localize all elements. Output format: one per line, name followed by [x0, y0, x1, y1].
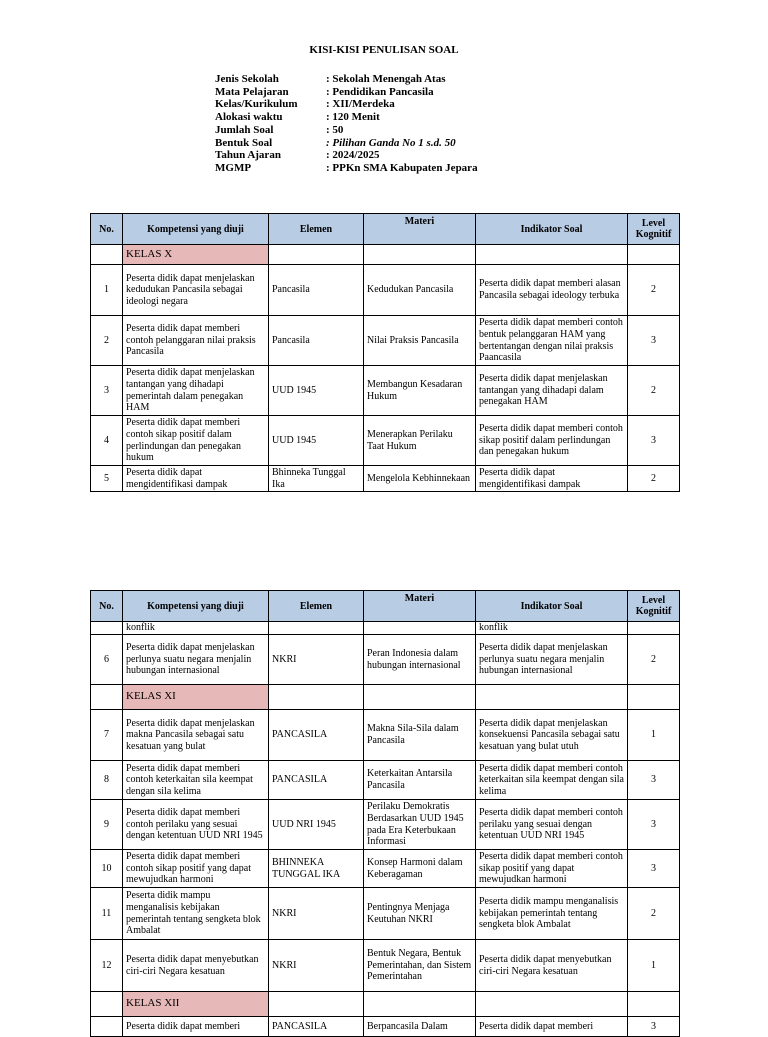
meta-value: : Pilihan Ganda No 1 s.d. 50	[326, 136, 456, 149]
cell-level: 3	[628, 1017, 680, 1037]
cell-no: 12	[91, 940, 123, 992]
cell-level: 3	[628, 416, 680, 466]
cell-kompetensi: Peserta didik mampu menganalisis kebijakan pemerintah tentang sengketa blok Ambalat	[123, 888, 269, 940]
section-row	[91, 685, 680, 710]
cell-level: 2	[628, 366, 680, 416]
cell-elemen: NKRI	[269, 635, 364, 685]
table-row	[91, 850, 680, 888]
cell-kompetensi: Peserta didik dapat menyebutkan ciri-ciri Negara kesatuan	[123, 940, 269, 992]
cell-kompetensi: Peserta didik dapat memberi contoh perilaku yang sesuai dengan ketentuan UUD NRI 1945	[123, 800, 269, 850]
meta-row	[215, 73, 478, 86]
empty-cell	[364, 992, 476, 1017]
header-elemen: Elemen	[269, 214, 364, 245]
table-row	[91, 888, 680, 940]
empty-cell	[364, 622, 476, 635]
cell-materi: Konsep Harmoni dalam Keberagaman	[364, 850, 476, 888]
meta-label: Jumlah Soal	[215, 123, 274, 136]
section-label-kelas-x: KELAS X	[123, 245, 269, 265]
cell-kompetensi: Peserta didik dapat memberi contoh sikap positif dalam perlindungan dan penegakan hukum	[123, 416, 269, 466]
cell-indikator: Peserta didik dapat memberi contoh bentuk pelanggaran HAM yang bertentangan dengan nilai praksis Paancasila	[476, 316, 628, 366]
empty-cell	[91, 992, 123, 1017]
cell-level: 3	[628, 850, 680, 888]
cell-materi: Pentingnya Menjaga Keutuhan NKRI	[364, 888, 476, 940]
empty-cell	[91, 1017, 123, 1037]
cell-no: 5	[91, 466, 123, 492]
cell-level: 3	[628, 316, 680, 366]
empty-cell	[364, 245, 476, 265]
section-label-kelas-xii: KELAS XII	[123, 992, 269, 1017]
header-no: No.	[91, 214, 123, 245]
header-materi: Materi	[364, 214, 476, 245]
table-row	[91, 316, 680, 366]
cell-level: 2	[628, 265, 680, 316]
header-indikator: Indikator Soal	[476, 214, 628, 245]
cell-no: 1	[91, 265, 123, 316]
cell-no: 2	[91, 316, 123, 366]
cell-no: 4	[91, 416, 123, 466]
empty-cell	[91, 685, 123, 710]
cell-no: 6	[91, 635, 123, 685]
cell-no: 11	[91, 888, 123, 940]
meta-value: : Pendidikan Pancasila	[326, 85, 434, 98]
section-label-kelas-xi: KELAS XI	[123, 685, 269, 710]
meta-label: MGMP	[215, 161, 252, 174]
cell-no: 3	[91, 366, 123, 416]
meta-row	[215, 149, 478, 162]
meta-row	[215, 86, 478, 99]
empty-cell	[476, 992, 628, 1017]
cell-kompetensi: Peserta didik dapat menjelaskan tantangan yang dihadapi pemerintah dalam penegakan HAM	[123, 366, 269, 416]
cell-elemen: NKRI	[269, 940, 364, 992]
cell-kompetensi: Peserta didik dapat memberi	[123, 1017, 269, 1037]
meta-value: : 120 Menit	[326, 111, 380, 124]
meta-row	[215, 124, 478, 137]
cell-level: 2	[628, 635, 680, 685]
table-header-row	[91, 591, 680, 622]
cell-kompetensi: Peserta didik dapat mengidentifikasi dampak	[123, 466, 269, 492]
kisi-table-page1	[90, 213, 680, 492]
empty-cell	[628, 622, 680, 635]
meta-value: : XII/Merdeka	[326, 98, 395, 111]
cell-indikator: Peserta didik mampu menganalisis kebijakan pemerintah tentang sengketa blok Ambalat	[476, 888, 628, 940]
cell-elemen: PANCASILA	[269, 710, 364, 761]
cell-elemen: Bhinneka Tunggal Ika	[269, 466, 364, 492]
table-row	[91, 635, 680, 685]
empty-cell	[628, 685, 680, 710]
cell-no: 7	[91, 710, 123, 761]
kisi-table-page2	[90, 590, 680, 1037]
cell-kompetensi: Peserta didik dapat menjelaskan kedudukan Pancasila sebagai ideologi negara	[123, 265, 269, 316]
meta-row	[215, 98, 478, 111]
cell-materi: Peran Indonesia dalam hubungan internasional	[364, 635, 476, 685]
cell-kompetensi: Peserta didik dapat menjelaskan perlunya suatu negara menjalin hubungan internasional	[123, 635, 269, 685]
cell-elemen: PANCASILA	[269, 761, 364, 800]
table-row	[91, 466, 680, 492]
table-row	[91, 366, 680, 416]
header-level: Level Kognitif	[628, 591, 680, 622]
meta-value: : 2024/2025	[326, 149, 380, 162]
cell-kompetensi: Peserta didik dapat memberi contoh sikap positif yang dapat mewujudkan harmoni	[123, 850, 269, 888]
section-row	[91, 992, 680, 1017]
empty-cell	[628, 245, 680, 265]
cell-no: 10	[91, 850, 123, 888]
cell-level: 1	[628, 940, 680, 992]
empty-cell	[269, 245, 364, 265]
empty-cell	[269, 685, 364, 710]
meta-row	[215, 162, 478, 175]
header-elemen: Elemen	[269, 591, 364, 622]
cell-materi: Makna Sila-Sila dalam Pancasila	[364, 710, 476, 761]
cell-elemen: UUD NRI 1945	[269, 800, 364, 850]
section-row	[91, 245, 680, 265]
cell-indikator: Peserta didik dapat memberi contoh sikap positif yang dapat mewujudkan harmoni	[476, 850, 628, 888]
table-header-row	[91, 214, 680, 245]
meta-label: Mata Pelajaran	[215, 85, 289, 98]
empty-cell	[269, 992, 364, 1017]
cell-materi: Nilai Praksis Pancasila	[364, 316, 476, 366]
empty-cell	[628, 992, 680, 1017]
table-row-partial	[91, 1017, 680, 1037]
header-materi: Materi	[364, 591, 476, 622]
cell-no: 9	[91, 800, 123, 850]
cell-indikator: konflik	[476, 622, 628, 635]
cell-materi: Keterkaitan Antarsila Pancasila	[364, 761, 476, 800]
cell-elemen: NKRI	[269, 888, 364, 940]
meta-row	[215, 111, 478, 124]
cell-no: 8	[91, 761, 123, 800]
empty-cell	[476, 685, 628, 710]
cell-elemen: UUD 1945	[269, 366, 364, 416]
meta-label: Jenis Sekolah	[215, 73, 279, 85]
meta-value: : Sekolah Menengah Atas	[326, 73, 446, 85]
table-row	[91, 800, 680, 850]
table-row	[91, 710, 680, 761]
cell-elemen: Pancasila	[269, 316, 364, 366]
document-metadata	[215, 73, 478, 175]
cell-indikator: Peserta didik dapat menjelaskan konsekuensi Pancasila sebagai satu kesatuan yang bulat utuh	[476, 710, 628, 761]
cell-materi: Berpancasila Dalam	[364, 1017, 476, 1037]
cell-indikator: Peserta didik dapat memberi contoh sikap positif dalam perlindungan dan penegakan hukum	[476, 416, 628, 466]
header-level: Level Kognitif	[628, 214, 680, 245]
cell-kompetensi: Peserta didik dapat memberi contoh keterkaitan sila keempat dengan sila kelima	[123, 761, 269, 800]
meta-label: Tahun Ajaran	[215, 149, 281, 162]
cell-kompetensi: Peserta didik dapat menjelaskan makna Pancasila sebagai satu kesatuan yang bulat	[123, 710, 269, 761]
meta-label: Kelas/Kurikulum	[215, 98, 298, 111]
header-no: No.	[91, 591, 123, 622]
cell-materi: Bentuk Negara, Bentuk Pemerintahan, dan Sistem Pemerintahan	[364, 940, 476, 992]
table-row	[91, 416, 680, 466]
empty-cell	[91, 622, 123, 635]
meta-row	[215, 137, 478, 150]
cell-materi: Perilaku Demokratis Berdasarkan UUD 1945 pada Era Keterbukaan Informasi	[364, 800, 476, 850]
document-title: KISI-KISI PENULISAN SOAL	[309, 44, 459, 56]
cell-indikator: Peserta didik dapat menjelaskan perlunya suatu negara menjalin hubungan internasional	[476, 635, 628, 685]
cell-indikator: Peserta didik dapat memberi contoh keterkaitan sila keempat dengan sila kelima	[476, 761, 628, 800]
cell-indikator: Peserta didik dapat menyebutkan ciri-ciri Negara kesatuan	[476, 940, 628, 992]
cell-kompetensi: Peserta didik dapat memberi contoh pelanggaran nilai praksis Pancasila	[123, 316, 269, 366]
cell-elemen: BHINNEKA TUNGGAL IKA	[269, 850, 364, 888]
cell-indikator: Peserta didik dapat memberi	[476, 1017, 628, 1037]
cell-indikator: Peserta didik dapat mengidentifikasi dampak	[476, 466, 628, 492]
empty-cell	[364, 685, 476, 710]
table-row	[91, 761, 680, 800]
table-row	[91, 265, 680, 316]
cell-materi: Kedudukan Pancasila	[364, 265, 476, 316]
cell-elemen: Pancasila	[269, 265, 364, 316]
cell-level: 2	[628, 466, 680, 492]
meta-label: Bentuk Soal	[215, 136, 273, 149]
cell-indikator: Peserta didik dapat menjelaskan tantangan yang dihadapi dalam penegakan HAM	[476, 366, 628, 416]
cell-level: 3	[628, 800, 680, 850]
cell-indikator: Peserta didik dapat memberi contoh perilaku yang sesuai dengan ketentuan UUD NRI 1945	[476, 800, 628, 850]
table-row	[91, 940, 680, 992]
empty-cell	[269, 622, 364, 635]
header-indikator: Indikator Soal	[476, 591, 628, 622]
continuation-row	[91, 622, 680, 635]
cell-materi: Menerapkan Perilaku Taat Hukum	[364, 416, 476, 466]
header-kompetensi: Kompetensi yang diuji	[123, 591, 269, 622]
cell-indikator: Peserta didik dapat memberi alasan Pancasila sebagai ideology terbuka	[476, 265, 628, 316]
cell-materi: Mengelola Kebhinnekaan	[364, 466, 476, 492]
header-kompetensi: Kompetensi yang diuji	[123, 214, 269, 245]
empty-cell	[476, 245, 628, 265]
cell-materi: Membangun Kesadaran Hukum	[364, 366, 476, 416]
meta-value: : PPKn SMA Kabupaten Jepara	[326, 161, 478, 174]
meta-label: Alokasi waktu	[215, 111, 283, 124]
cell-level: 1	[628, 710, 680, 761]
meta-value: : 50	[326, 123, 344, 136]
empty-cell	[91, 245, 123, 265]
cell-level: 3	[628, 761, 680, 800]
cell-level: 2	[628, 888, 680, 940]
cell-elemen: UUD 1945	[269, 416, 364, 466]
cell-elemen: PANCASILA	[269, 1017, 364, 1037]
cell-kompetensi: konflik	[123, 622, 269, 635]
